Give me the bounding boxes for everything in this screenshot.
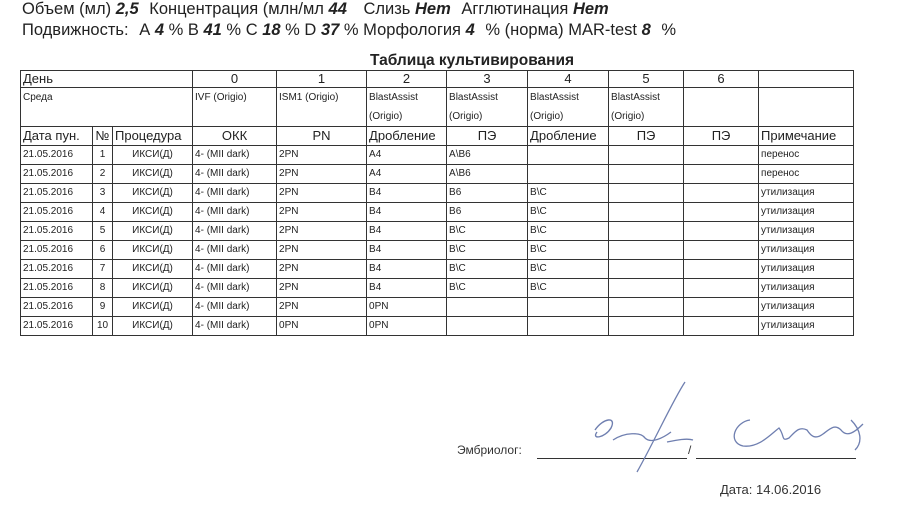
medium-line: BlastAssist <box>611 92 660 103</box>
table-cell: 2PN <box>277 260 367 279</box>
table-cell: 4- (MII dark) <box>193 279 277 298</box>
medium-7 <box>759 88 854 127</box>
table-cell: утилизация <box>759 260 854 279</box>
table-cell: B6 <box>447 203 528 222</box>
table-row <box>21 260 854 279</box>
cultivation-table <box>20 70 854 336</box>
table-cell: 6 <box>93 241 113 260</box>
day-0: 0 <box>193 71 277 88</box>
table-cell: 2 <box>93 165 113 184</box>
table-cell: 4- (MII dark) <box>193 222 277 241</box>
table-cell: B\C <box>528 203 609 222</box>
table-cell: 1 <box>93 146 113 165</box>
medium-2 <box>367 88 447 127</box>
table-cell: 10 <box>93 317 113 336</box>
table-cell: ИКСИ(Д) <box>113 260 193 279</box>
table-cell: B\C <box>447 241 528 260</box>
table-cell: B4 <box>367 241 447 260</box>
volume-label: Объем (мл) <box>22 0 112 18</box>
day-7 <box>759 71 854 88</box>
table-cell: 4- (MII dark) <box>193 203 277 222</box>
table-cell: 4 <box>93 203 113 222</box>
table-title: Таблица культивирования <box>370 52 575 69</box>
table-cell: ИКСИ(Д) <box>113 317 193 336</box>
table-cell <box>609 184 684 203</box>
table-cell <box>684 241 759 260</box>
table-cell: утилизация <box>759 241 854 260</box>
day-1: 1 <box>277 71 367 88</box>
column-header-1: № <box>93 127 113 146</box>
table-cell: 21.05.2016 <box>21 260 93 279</box>
table-row <box>21 146 854 165</box>
agglutination-label: Агглютинация <box>461 0 569 18</box>
table-cell: 4- (MII dark) <box>193 260 277 279</box>
table-cell: 7 <box>93 260 113 279</box>
medium-label: Среда <box>21 88 193 127</box>
mar-label: MAR-test <box>568 21 637 39</box>
medium-6 <box>684 88 759 127</box>
table-cell <box>609 260 684 279</box>
table-cell: 4- (MII dark) <box>193 165 277 184</box>
morphology-label: Морфология <box>363 21 461 39</box>
table-cell <box>684 317 759 336</box>
table-row <box>21 165 854 184</box>
table-cell: 2PN <box>277 298 367 317</box>
table-cell <box>684 203 759 222</box>
table-cell <box>609 203 684 222</box>
b-label: В <box>187 21 199 39</box>
table-cell: B\C <box>528 279 609 298</box>
table-cell: 2PN <box>277 241 367 260</box>
medium-line: BlastAssist <box>530 92 579 103</box>
mar-value: 8 <box>641 21 651 39</box>
table-cell: 21.05.2016 <box>21 184 93 203</box>
date-label: Дата: <box>720 482 753 497</box>
table-cell: 3 <box>93 184 113 203</box>
table-cell: утилизация <box>759 279 854 298</box>
table-cell: B6 <box>447 184 528 203</box>
b-percent: % <box>226 21 242 39</box>
table-row <box>21 298 854 317</box>
table-cell: 21.05.2016 <box>21 241 93 260</box>
table-cell: утилизация <box>759 317 854 336</box>
c-value: 18 <box>262 21 281 39</box>
table-cell <box>609 317 684 336</box>
day-4: 4 <box>528 71 609 88</box>
column-header-2: Процедура <box>113 127 193 146</box>
table-cell <box>684 146 759 165</box>
table-row <box>21 279 854 298</box>
table-body <box>21 71 854 336</box>
column-header-5: Дробление <box>367 127 447 146</box>
table-cell: ИКСИ(Д) <box>113 184 193 203</box>
table-cell: 4- (MII dark) <box>193 146 277 165</box>
medium-line: (Origio) <box>369 111 403 122</box>
medium-0 <box>193 88 277 127</box>
table-cell: 2PN <box>277 146 367 165</box>
concentration-value: 44 <box>328 0 347 18</box>
table-cell: 8 <box>93 279 113 298</box>
table-cell: 0PN <box>277 317 367 336</box>
table-cell: 0PN <box>367 298 447 317</box>
day-5: 5 <box>609 71 684 88</box>
mucus-value: Нет <box>415 0 451 18</box>
medium-line: IVF (Origio) <box>195 92 247 103</box>
table-cell: утилизация <box>759 222 854 241</box>
mar-percent: % <box>661 21 677 39</box>
column-header-10: Примечание <box>759 127 854 146</box>
table-cell: A\B6 <box>447 146 528 165</box>
table-row <box>21 184 854 203</box>
medium-1 <box>277 88 367 127</box>
table-cell: B\C <box>528 260 609 279</box>
table-cell <box>528 165 609 184</box>
d-label: D <box>304 21 317 39</box>
table-cell: утилизация <box>759 298 854 317</box>
table-cell: A4 <box>367 146 447 165</box>
embryologist-label: Эмбриолог: <box>457 443 522 457</box>
table-cell: 2PN <box>277 222 367 241</box>
table-cell: 21.05.2016 <box>21 317 93 336</box>
column-header-6: ПЭ <box>447 127 528 146</box>
medium-line: (Origio) <box>449 111 483 122</box>
day-row <box>21 71 854 88</box>
mucus-label: Слизь <box>363 0 411 18</box>
agglutination-value: Нет <box>572 0 609 18</box>
table-cell: 2PN <box>277 165 367 184</box>
medium-4 <box>528 88 609 127</box>
table-cell: ИКСИ(Д) <box>113 222 193 241</box>
column-header-row <box>21 127 854 146</box>
a-label: А <box>139 21 151 39</box>
table-cell <box>528 298 609 317</box>
column-header-0: Дата пун. <box>21 127 93 146</box>
table-cell: ИКСИ(Д) <box>113 279 193 298</box>
table-row <box>21 203 854 222</box>
column-header-8: ПЭ <box>609 127 684 146</box>
d-percent: % <box>343 21 359 39</box>
table-cell <box>684 279 759 298</box>
table-cell: 2PN <box>277 203 367 222</box>
day-3: 3 <box>447 71 528 88</box>
table-cell: 21.05.2016 <box>21 203 93 222</box>
table-cell <box>609 279 684 298</box>
signature-slash: / <box>688 443 692 457</box>
day-2: 2 <box>367 71 447 88</box>
table-cell: перенос <box>759 146 854 165</box>
table-cell <box>684 165 759 184</box>
table-cell: 4- (MII dark) <box>193 298 277 317</box>
table-cell <box>528 317 609 336</box>
column-header-3: ОКК <box>193 127 277 146</box>
table-cell: B\C <box>528 184 609 203</box>
table-cell: B4 <box>367 184 447 203</box>
table-cell <box>609 298 684 317</box>
table-cell: 21.05.2016 <box>21 165 93 184</box>
table-cell: перенос <box>759 165 854 184</box>
table-cell: утилизация <box>759 184 854 203</box>
table-cell: ИКСИ(Д) <box>113 165 193 184</box>
motility-label: Подвижность: <box>22 21 129 39</box>
table-cell: B4 <box>367 279 447 298</box>
table-cell <box>684 298 759 317</box>
date-value: 14.06.2016 <box>756 482 822 497</box>
medium-line: BlastAssist <box>449 92 498 103</box>
table-cell: 4- (MII dark) <box>193 184 277 203</box>
table-cell: B\C <box>528 241 609 260</box>
table-cell: 4- (MII dark) <box>193 317 277 336</box>
table-cell <box>684 184 759 203</box>
header-line-2 <box>22 21 676 40</box>
table-cell <box>447 298 528 317</box>
medium-line: (Origio) <box>611 111 645 122</box>
date-field <box>720 482 821 497</box>
table-cell: утилизация <box>759 203 854 222</box>
table-cell: A\B6 <box>447 165 528 184</box>
table-cell <box>447 317 528 336</box>
table-row <box>21 241 854 260</box>
c-label: С <box>245 21 258 39</box>
column-header-9: ПЭ <box>684 127 759 146</box>
table-cell: B4 <box>367 260 447 279</box>
table-cell: 5 <box>93 222 113 241</box>
table-cell: B4 <box>367 203 447 222</box>
medium-row <box>21 88 854 127</box>
table-cell <box>609 241 684 260</box>
table-cell <box>609 165 684 184</box>
medium-line: ISM1 (Origio) <box>279 92 339 103</box>
b-value: 41 <box>203 21 222 39</box>
table-row <box>21 222 854 241</box>
table-row <box>21 317 854 336</box>
medium-5 <box>609 88 684 127</box>
column-header-7: Дробление <box>528 127 609 146</box>
header-line-1 <box>22 0 609 19</box>
table-cell: ИКСИ(Д) <box>113 298 193 317</box>
d-value: 37 <box>320 21 340 39</box>
table-cell <box>684 222 759 241</box>
table-cell: B\C <box>447 222 528 241</box>
table-cell: 2PN <box>277 184 367 203</box>
table-cell: 4- (MII dark) <box>193 241 277 260</box>
table-cell: 21.05.2016 <box>21 222 93 241</box>
table-cell: ИКСИ(Д) <box>113 241 193 260</box>
morphology-suffix: % (норма) <box>485 21 564 39</box>
handwritten-signature <box>575 380 875 480</box>
a-percent: % <box>168 21 184 39</box>
c-percent: % <box>285 21 300 39</box>
concentration-label: Концентрация (млн/мл <box>149 0 324 18</box>
table-cell: 0PN <box>367 317 447 336</box>
table-cell: 9 <box>93 298 113 317</box>
table-cell: A4 <box>367 165 447 184</box>
medium-line: BlastAssist <box>369 92 418 103</box>
table-cell <box>684 260 759 279</box>
table-cell: B\C <box>447 279 528 298</box>
table-cell: B\C <box>528 222 609 241</box>
day-6: 6 <box>684 71 759 88</box>
medium-3 <box>447 88 528 127</box>
morphology-value: 4 <box>465 21 475 39</box>
table-cell: B\C <box>447 260 528 279</box>
column-header-4: PN <box>277 127 367 146</box>
a-value: 4 <box>154 21 164 39</box>
table-cell: 21.05.2016 <box>21 298 93 317</box>
table-cell: 21.05.2016 <box>21 146 93 165</box>
table-cell: 2PN <box>277 279 367 298</box>
medium-line: (Origio) <box>530 111 564 122</box>
table-cell <box>609 146 684 165</box>
volume-value: 2,5 <box>115 0 139 18</box>
table-cell: ИКСИ(Д) <box>113 146 193 165</box>
day-label: День <box>21 71 193 88</box>
table-cell: B4 <box>367 222 447 241</box>
table-cell <box>609 222 684 241</box>
table-cell: ИКСИ(Д) <box>113 203 193 222</box>
table-cell: 21.05.2016 <box>21 279 93 298</box>
table-cell <box>528 146 609 165</box>
